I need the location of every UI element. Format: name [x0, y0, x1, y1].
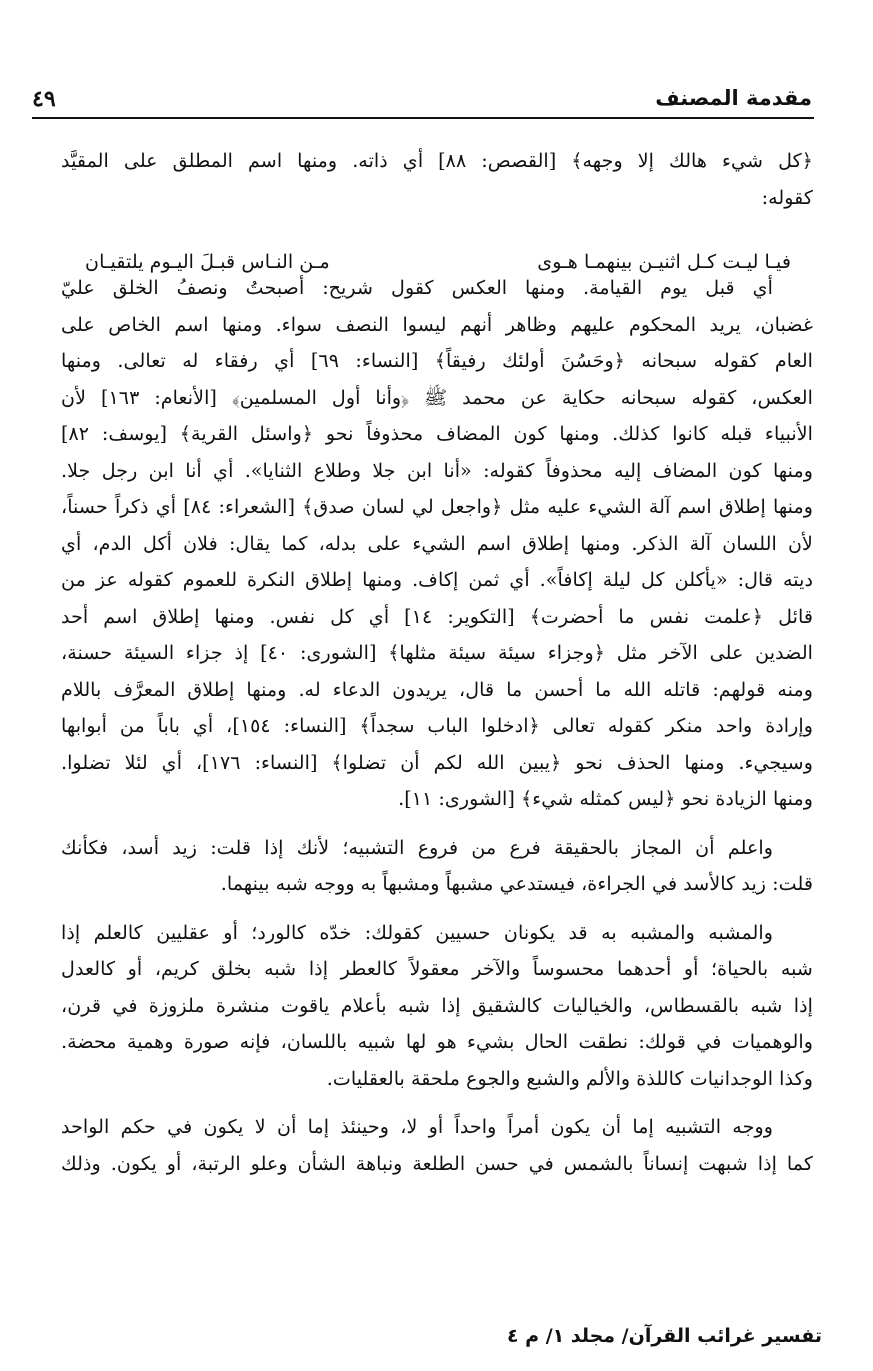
text-line: وإرادة واحد منكر كقوله تعالى ﴿ادخلوا الباب سجداً﴾ [النساء: ١٥٤]، أي باباً من أبوابها	[61, 714, 813, 737]
text-line: ﴿كل شيء هالك إلا وجهه﴾ [القصص: ٨٨] أي ذاته. ومنها اسم المطلق على المقيَّد	[61, 149, 813, 172]
poetry-verse	[61, 250, 813, 286]
text-line: لأن اللسان آلة الذكر. ومنها إطلاق اسم الشيء على بدله، كما يقال: فلان أكل الدم، أي	[61, 531, 813, 555]
text-line: والوهميات في قولك: نطقت الحال بشيء هو لها شبيه باللسان، فإنه صورة وهمية محضة.	[61, 1030, 813, 1053]
page-number: ٤٩	[32, 86, 56, 112]
verse-hemistich-first: فيـا ليـت كـل اثنيـن بينهمـا هـوى	[537, 250, 791, 273]
page-footer	[32, 1325, 822, 1357]
text-line: ديته قال: «يأكلن كل ليلة إكافاً». أي ثمن إكاف. ومنها إطلاق النكرة للعموم كقوله عز من	[61, 568, 813, 591]
text-line: قلت: زيد كالأسد في الجراءة، فيستدعي مشبهاً ومشبهاً به ووجه شبه بينهما.	[220, 872, 813, 895]
text-line: ومنها إطلاق اسم آلة الشيء عليه مثل ﴿واجعل لي لسان صدق﴾ [الشعراء: ٨٤] أي ذكراً حسناً،	[61, 495, 813, 518]
text-line: الضدين على الآخر مثل ﴿وجزاء سيئة سيئة مثلها﴾ [الشورى: ٤٠] إذ جزاء السيئة حسنة،	[61, 641, 813, 664]
text-line: غضبان، يريد المحكوم عليهم وظاهر أنهم ليسوا النصف سواء. ومنها اسم الخاص على	[61, 312, 813, 336]
text-line: الأنبياء قبله كانوا كذلك. ومنها كون المضاف محذوفاً نحو ﴿واسئل القرية﴾ [يوسف: ٨٢]	[61, 422, 813, 445]
page-header	[32, 86, 812, 118]
footer-reference: تفسير غرائب القرآن/ مجلد ١/ م ٤	[506, 1325, 822, 1347]
chapter-title: مقدمة المصنف	[655, 86, 812, 110]
text-line: كما إذا شبهت إنساناً بالشمس في حسن الطلعة ونباهة الشأن وعلو الرتبة، أو يكون. وذلك	[61, 1151, 813, 1175]
text-line: العكس، كقوله سبحانه حكاية عن محمد ﷺ ﴿وأنا أول المسلمين﴾ [الأنعام: ١٦٣] لأن	[61, 385, 813, 409]
text-line: واعلم أن المجاز بالحقيقة فرع من فروع التشبيه؛ لأنك إذا قلت: زيد أسد، فكأنك	[61, 835, 773, 859]
text-line: العام كقوله سبحانه ﴿وحَسُنَ أولئك رفيقاً﴾ [النساء: ٦٩] أي رفقاء له تعالى. ومنها	[61, 349, 813, 372]
text-line: ووجه التشبيه إما أن يكون أمراً واحداً أو لا، وحينئذ إما أن لا يكون في حكم الواحد	[61, 1115, 773, 1138]
text-line: وكذا الوجدانيات كاللذة والألم والشبع والجوع ملحقة بالعقليات.	[326, 1066, 813, 1090]
text-line: ومنه قولهم: قاتله الله ما أحسن ما قال، يريدون الدعاء له. ومنها إطلاق المعرَّف باللام	[61, 677, 813, 701]
header-rule	[32, 117, 814, 119]
verse-hemistich-second: مـن النـاس قبـلَ اليـوم يلتقيـان	[85, 250, 330, 273]
text-line: والمشبه والمشبه به قد يكونان حسيين كقولك: خدّه كالورد؛ أو عقليين كالعلم إذا	[61, 920, 773, 944]
text-line: ومنها الزيادة نحو ﴿ليس كمثله شيء﴾ [الشورى: ١١].	[398, 787, 813, 810]
body-text	[61, 143, 813, 1182]
text-line: إذا شبه بالقسطاس، والخياليات كالشقيق إذا شبه بأعلام ياقوت منشرة ملزوزة في قرن،	[61, 993, 813, 1017]
text-line: قائل ﴿علمت نفس ما أحضرت﴾ [التكوير: ١٤] أي كل نفس. ومنها إطلاق اسم أحد	[61, 604, 813, 628]
text-line: شبه بالحياة؛ أو أحدهما محسوساً والآخر معقولاً كالعطر إذا شبه بخلق كريم، أو كالعدل	[61, 957, 813, 980]
text-line: أي قبل يوم القيامة. ومنها العكس كقول شريح: أصبحتُ ونصفُ الخلق عليّ	[61, 276, 773, 299]
text-line: وسيجيء. ومنها الحذف نحو ﴿يبين الله لكم أن تضلوا﴾ [النساء: ١٧٦]، أي لئلا تضلوا.	[61, 750, 813, 774]
text-line: ومنها كون المضاف إليه محذوفاً كقوله: «أنا ابن جلا وطلاع الثنايا». أي أنا ابن رجل جلا.	[61, 458, 813, 482]
text-line: كقوله:	[761, 185, 813, 209]
